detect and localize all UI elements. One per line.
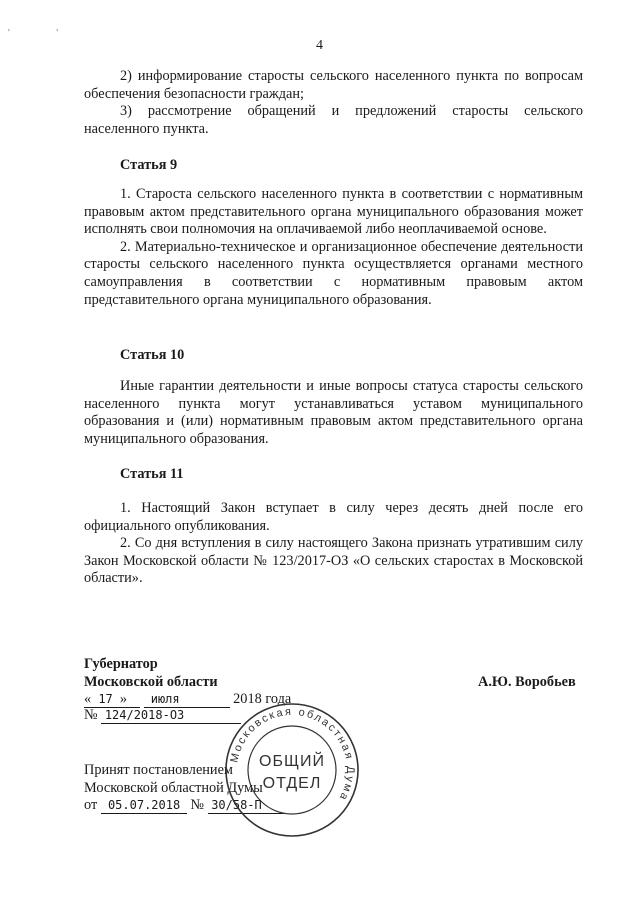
adoption-date-field (101, 798, 187, 814)
law-number-line (84, 707, 241, 724)
adoption-date: 05.07.2018 (107, 798, 181, 813)
paragraph: Иные гарантии деятельности и иные вопросы статуса старосты сельского населенного пункта могут устанавливаться уставом муниципального образования и (или) нормативным правовым актом представительного органа муниципального образования. (84, 378, 583, 447)
adoption-line: Принят постановлением (84, 762, 233, 778)
stamp-ring-textpath: Московская областная Дума (228, 705, 357, 804)
paragraph: 3) рассмотрение обращений и предложений старосты сельского населенного пункта. (84, 103, 583, 137)
adoption-number: 30/58-П (211, 798, 262, 813)
law-number: 124/2018-ОЗ (104, 708, 185, 722)
article-9-body (84, 186, 583, 309)
date-day-field (84, 692, 140, 708)
article-11-body (84, 500, 583, 588)
top-paragraphs (84, 68, 583, 138)
stamp-inner-ring (248, 726, 336, 814)
article-9-heading: Статья 9 (120, 157, 178, 173)
date-year: 2018 года (233, 691, 292, 707)
stamp-center-line: ОТДЕЛ (262, 775, 322, 792)
article-11-heading: Статья 11 (120, 466, 184, 482)
number-sign: № (190, 797, 205, 814)
stamp-outer-ring (226, 704, 358, 836)
scan-specks: ' ' (8, 28, 81, 39)
paragraph: 1. Настоящий Закон вступает в силу через десять дней после его официального опубликования. (84, 500, 583, 534)
open-quote: « (84, 691, 92, 707)
date-day: 17 (98, 692, 113, 706)
paragraph: 2) информирование старосты сельского населенного пункта по вопросам обеспечения безопасности граждан; (84, 68, 583, 102)
close-quote: » (119, 691, 128, 707)
date-month-field (144, 692, 230, 708)
stamp-center-line: ОБЩИЙ (259, 753, 325, 770)
law-number-field (101, 708, 241, 724)
date-month: июля (150, 692, 180, 706)
signatory-name: А.Ю. Воробьев (478, 674, 576, 690)
number-sign: № (84, 707, 98, 723)
article-10-body (84, 378, 583, 448)
paragraph: 2. Со дня вступления в силу настоящего Закона признать утратившим силу Закон Московской области № 123/2017-ОЗ «О сельских старостах в Московской области». (84, 535, 583, 587)
official-stamp (222, 700, 362, 840)
paragraph: 1. Староста сельского населенного пункта в соответствии с нормативным правовым актом представительного органа муниципального образования может исполнять свои полномочия на оплачиваемой либо неоплачиваемой основе. (84, 186, 583, 238)
signatory-title-line: Московской области (84, 673, 218, 690)
signatory-title-line: Губернатор (84, 656, 158, 672)
adoption-line: Московской областной Думы (84, 779, 263, 796)
from-label: от (84, 797, 98, 814)
page-number: 4 (316, 38, 323, 53)
paragraph: 2. Материально-техническое и организационное обеспечение деятельности старосты сельского населенного пункта осуществляется органами местного самоуправления в соответствии с нормативным правовым актом представительного органа муниципального образования. (84, 238, 583, 308)
article-10-heading: Статья 10 (120, 347, 185, 363)
signatory-title (84, 656, 218, 691)
